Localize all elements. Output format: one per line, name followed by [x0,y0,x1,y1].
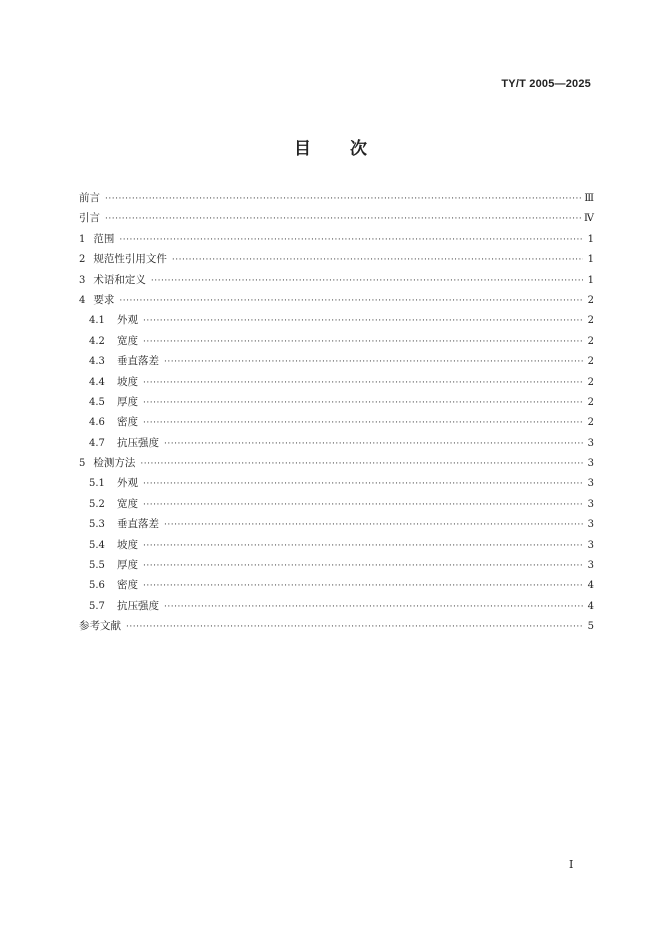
toc-entry[interactable] [79,351,594,371]
toc-entry[interactable] [79,575,594,595]
toc-entry-number: 5.6 [89,580,105,592]
toc-entry-page: 3 [587,519,594,531]
toc-entry[interactable] [79,596,594,616]
toc-entry-page: 5 [587,621,594,633]
toc-entry[interactable] [79,188,594,208]
toc-dot-leader [164,434,583,454]
toc-entry-title: 垂直落差 [117,518,159,531]
toc-entry-number: 4.1 [89,315,105,327]
standard-number: TY/T 2005—2025 [501,78,591,90]
toc-entry[interactable] [79,331,594,351]
toc-entry-page: 1 [587,274,594,286]
toc-dot-leader [143,413,583,433]
toc-entry[interactable] [79,494,594,514]
toc-entry[interactable] [79,514,594,534]
toc-entry-title: 宽度 [117,334,138,347]
toc-entry-page: 4 [587,580,594,592]
toc-entry-title: 抗压强度 [117,599,159,612]
toc-entry-title: 外观 [117,477,138,490]
toc-dot-leader [143,373,583,393]
toc-entry[interactable] [79,310,594,330]
toc-entry-page: 3 [587,458,594,470]
toc-entry-title: 垂直落差 [117,355,159,368]
toc-dot-leader [143,495,583,515]
toc-entry-page: 2 [587,294,594,306]
toc-entry-page: 3 [587,437,594,449]
toc-entry[interactable] [79,453,594,473]
toc-entry-number: 4.7 [89,437,105,449]
toc-dot-leader [164,352,583,372]
toc-entry-number: 4.6 [89,417,105,429]
page-number: I [569,858,574,871]
toc-entry-page: Ⅳ [584,213,594,225]
toc-dot-leader [151,271,583,291]
toc-entry-page: Ⅲ [584,193,594,204]
toc-entry-title: 引言 [79,212,100,225]
toc-entry-number: 4 [79,294,86,306]
toc-dot-leader [164,597,583,617]
toc-dot-leader [143,474,583,494]
toc-entry-page: 2 [587,315,594,327]
toc-dot-leader [143,332,583,352]
toc-dot-leader [105,209,581,229]
toc-dot-leader [143,576,583,596]
toc-entry-title: 抗压强度 [117,436,159,449]
toc-dot-leader [164,515,583,535]
toc-entry-number: 5.2 [89,498,105,510]
toc-dot-leader [172,250,583,270]
toc-dot-leader [140,454,583,474]
toc-entry-number: 4.3 [89,356,105,368]
toc-entry-title: 前言 [79,192,100,204]
toc-entry-number: 2 [79,254,86,266]
toc-entry-number: 5 [79,458,86,470]
toc-entry-title: 坡度 [117,538,138,551]
toc-entry-page: 1 [587,254,594,266]
toc-entry[interactable] [79,270,594,290]
toc-entry-page: 2 [587,356,594,368]
toc-entry[interactable] [79,249,594,269]
toc-entry-number: 4.4 [89,376,105,388]
toc-entry-page: 3 [587,478,594,490]
toc-entry-title: 密度 [117,579,138,592]
toc-entry-title: 参考文献 [79,620,121,633]
toc-entry-title: 检测方法 [93,457,136,470]
toc-entry-number: 4.2 [89,335,105,347]
toc-entry[interactable] [79,392,594,412]
toc-entry-page: 2 [587,335,594,347]
toc-entry-title: 密度 [117,416,138,429]
title-char-left: 目 [294,139,312,159]
toc-entry[interactable] [79,616,594,636]
toc-entry-title: 范围 [93,232,115,245]
toc-dot-leader [119,291,583,311]
toc-entry[interactable] [79,473,594,493]
toc-dot-leader [143,393,583,413]
toc-entry-page: 3 [587,560,594,572]
toc-entry[interactable] [79,535,594,555]
toc-entry-title: 厚度 [117,395,138,408]
toc-entry-number: 3 [79,274,86,286]
toc-entry-title: 厚度 [117,559,138,572]
toc-entry[interactable] [79,372,594,392]
toc-dot-leader [119,230,583,250]
toc-dot-leader [126,617,583,637]
toc-entry[interactable] [79,555,594,575]
toc-entry-number: 5.7 [89,600,105,612]
toc-dot-leader [143,311,583,331]
toc-entry-title: 宽度 [117,497,138,510]
toc-entry-page: 3 [587,498,594,510]
toc-entry-number: 5.4 [89,539,105,551]
toc-entry-title: 坡度 [117,375,138,388]
table-of-contents [79,188,594,637]
toc-entry-title: 术语和定义 [93,273,146,286]
toc-entry-title: 外观 [117,314,138,327]
toc-entry[interactable] [79,433,594,453]
toc-entry[interactable] [79,208,594,228]
toc-entry[interactable] [79,290,594,310]
toc-entry-page: 3 [587,539,594,551]
toc-dot-leader [143,536,583,556]
toc-entry-page: 2 [587,396,594,408]
toc-entry[interactable] [79,412,594,432]
toc-entry-number: 5.5 [89,560,105,572]
toc-dot-leader [143,556,583,576]
toc-entry-page: 2 [587,376,594,388]
toc-entry-page: 4 [587,600,594,612]
toc-entry-title: 要求 [93,293,115,306]
toc-entry-number: 1 [79,233,86,245]
page-title [0,134,662,159]
toc-entry-number: 5.1 [89,478,105,490]
title-char-right: 次 [350,139,368,159]
toc-entry-page: 1 [587,233,594,245]
toc-entry[interactable] [79,229,594,249]
toc-dot-leader [105,189,581,209]
toc-entry-number: 4.5 [89,396,105,408]
toc-entry-page: 2 [587,417,594,429]
toc-entry-number: 5.3 [89,519,105,531]
toc-entry-title: 规范性引用文件 [93,253,167,266]
